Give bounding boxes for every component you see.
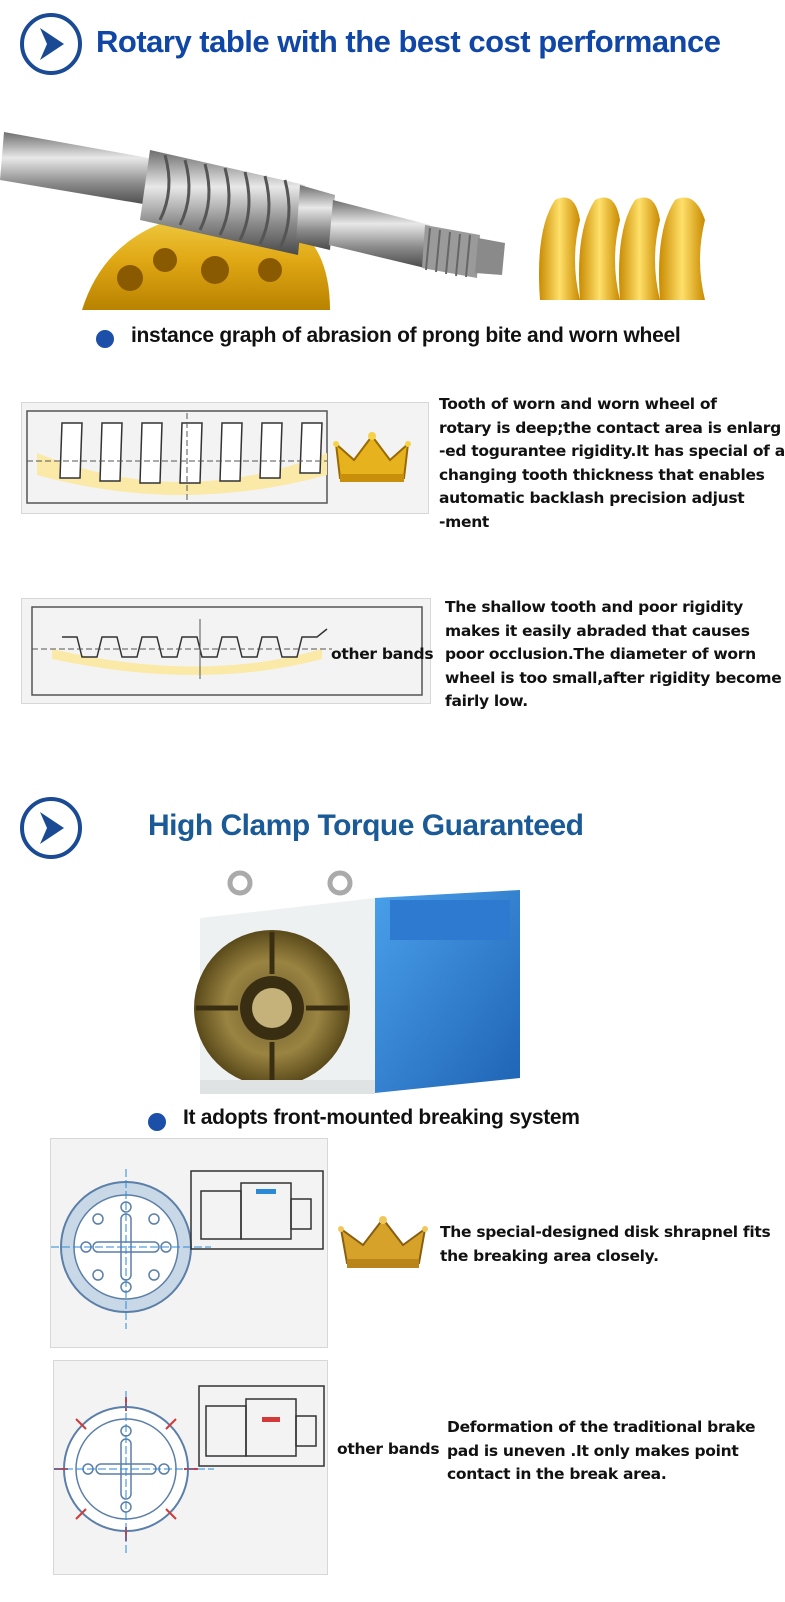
crown-icon [339,1215,427,1273]
worm-gear-image [0,110,520,310]
gold-gear-teeth-image [535,190,710,305]
section-title-rotary: Rotary table with the best cost performance [96,24,721,59]
bullet-dot [96,330,114,348]
other-bands-label-2: other bands [337,1440,440,1458]
crown-icon [334,430,410,486]
traditional-brake-description: Deformation of the traditional brake pad is uneven .It only makes point contact in the break area. [447,1418,756,1483]
chevron-right-icon [20,13,82,75]
bullet-dot [148,1113,166,1131]
caption-abrasion: instance graph of abrasion of prong bite and worn wheel [131,324,681,347]
shallow-tooth-description: The shallow tooth and poor rigidity makes it easily abraded that causes poor occlusion.The diameter of worn wheel is too small,after rigidity become fairly low. [445,598,782,710]
traditional-brake-diagram [53,1360,328,1575]
disk-shrapnel-description: The special-designed disk shrapnel fits the breaking area closely. [440,1223,771,1265]
other-bands-label-1: other bands [331,645,434,663]
deep-tooth-description: Tooth of worn and worn wheel of rotary is deep;the contact area is enlarg -ed togurantee rigidity.It has special of a changing tooth thickness that enables automatic backlash precision adjust -ment [439,395,785,531]
rotary-table-machine-image [190,868,530,1106]
caption-front-mounted: It adopts front-mounted breaking system [183,1106,580,1129]
chevron-right-icon [20,797,82,859]
disk-shrapnel-diagram [50,1138,328,1348]
section-title-clamp: High Clamp Torque Guaranteed [148,809,584,842]
